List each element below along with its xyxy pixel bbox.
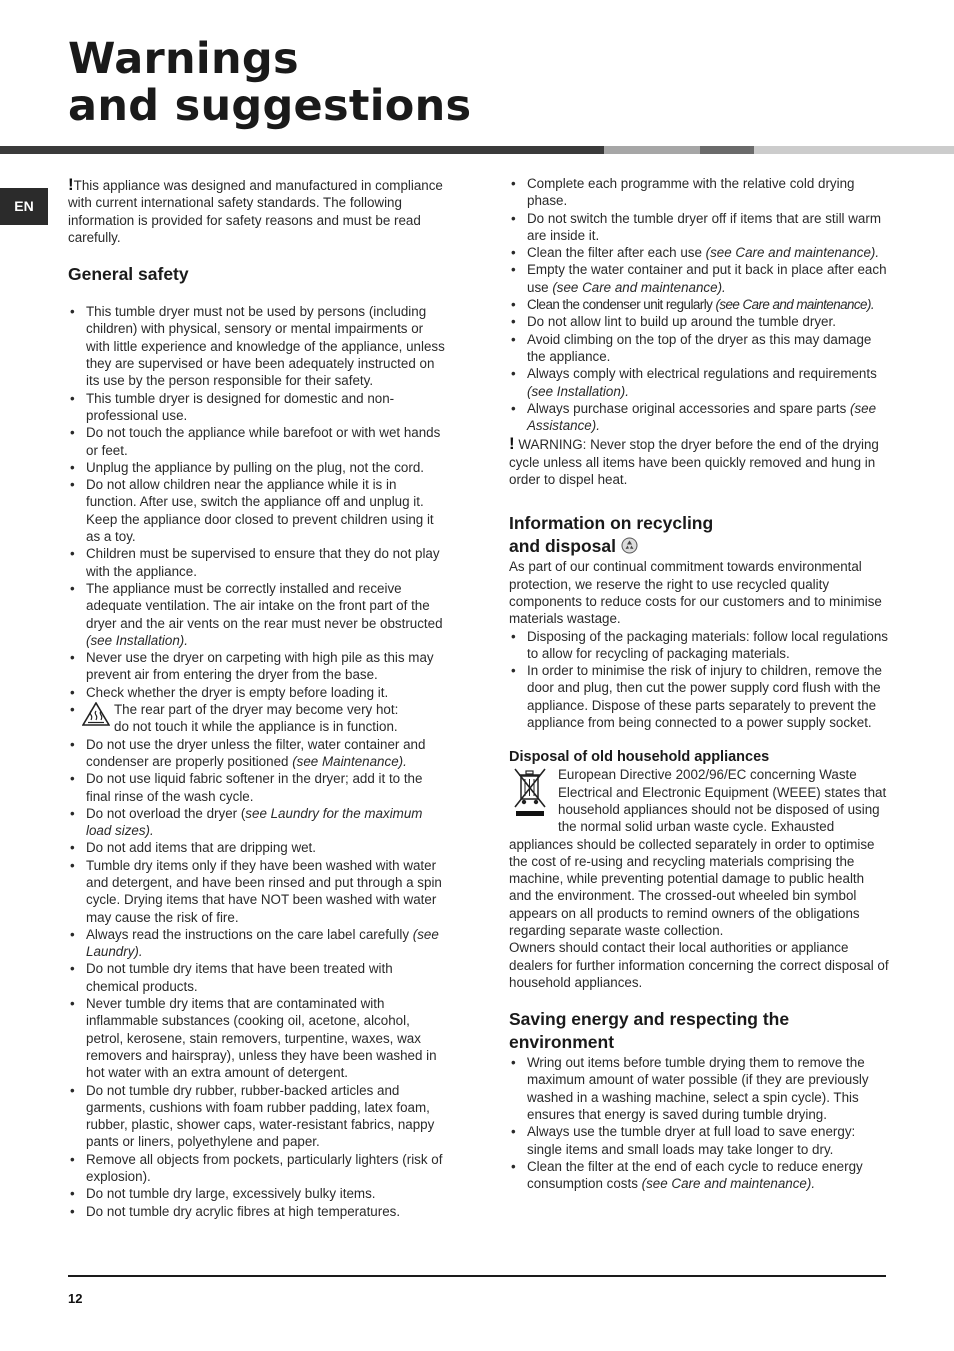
list-item: • Do not allow lint to build up around the tumble dryer. (509, 313, 889, 330)
list-item: • Do not use liquid fabric softener in the dryer; add it to the final rinse of the wash cycle. (68, 770, 448, 805)
intro-paragraph (68, 177, 448, 246)
list-item: • Unplug the appliance by pulling on the plug, not the cord. (68, 459, 448, 476)
list-item: • Do not tumble dry items that have been treated with chemical products. (68, 960, 448, 995)
list-item: • Always read the instructions on the care label carefully (see Laundry). (68, 926, 448, 961)
exclamation-icon: ! (68, 175, 74, 194)
band-segment-mid-dark (700, 146, 754, 154)
disposal-section (509, 766, 889, 991)
list-item: • Do not tumble dry acrylic fibres at high temperatures. (68, 1203, 448, 1220)
recycling-list (509, 628, 889, 732)
list-item: • Disposing of the packaging materials: follow local regulations to allow for recycling of packaging materials. (509, 628, 889, 663)
list-item: • Always comply with electrical regulations and requirements (see Installation). (509, 365, 889, 400)
list-item: • The appliance must be correctly installed and receive adequate ventilation. The air intake on the front part of the dryer and the air vents on the rear must never be obstructed (see Installation). (68, 580, 448, 649)
list-item: • This tumble dryer must not be used by persons (including children) with physical, sensory or mental impairments or with little experience and knowledge of the appliance, unless they are supervised or have been adequately instructed on its use by the person responsible for their safety. (68, 303, 448, 389)
band-segment-dark (0, 146, 604, 154)
hot-surface-warning: • The rear part of the dryer may become very hot: do not touch it while the appliance is in function. (68, 701, 448, 736)
left-column (68, 177, 448, 1220)
list-item: • Always purchase original accessories and spare parts (see Assistance). (509, 400, 889, 435)
hot-surface-icon (82, 702, 110, 726)
general-safety-list (68, 303, 448, 1220)
disposal-text-2: Owners should contact their local authorities or appliance dealers for further information concerning the correct disposal of household appliances. (509, 940, 889, 990)
footer-rule (68, 1275, 886, 1277)
list-item: • Clean the condenser unit regularly (see Care and maintenance). (509, 296, 889, 313)
band-segment-mid (604, 146, 700, 154)
energy-list (509, 1054, 889, 1192)
list-item: • Remove all objects from pockets, particularly lighters (risk of explosion). (68, 1151, 448, 1186)
disposal-text: European Directive 2002/96/EC concerning Waste Electrical and Electronic Equipment (WEEE) states that household appliances should not be disposed of using the normal solid urban waste cycle. Exhausted appliances should be collected separately in order to optimise the cost of re-using and recycling materials comprising the machine, while preventing potential damage to public health and the environment. The crossed-out wheeled bin symbol appears on all products to remind owners of the obligations regarding separate waste collection. (509, 767, 887, 938)
list-item: • Empty the water container and put it back in place after each use (see Care and maintenance). (509, 261, 889, 296)
list-item: • Clean the filter at the end of each cycle to reduce energy consumption costs (see Care and maintenance). (509, 1158, 889, 1193)
disposal-heading: Disposal of old household appliances (509, 749, 770, 766)
energy-heading: Saving energy and respecting the environment (509, 1009, 790, 1053)
recycling-icon (621, 537, 638, 554)
page-title (68, 36, 471, 130)
recycling-intro: As part of our continual commitment towards environmental protection, we reserve the right to use recycled quality components to reduce costs for our customers and to minimise materials wastage. (509, 559, 882, 627)
list-item: • Do not add items that are dripping wet. (68, 839, 448, 856)
list-item: • Clean the filter after each use (see Care and maintenance). (509, 244, 889, 261)
intro-text: This appliance was designed and manufactured in compliance with current international safety standards. The following information is provided for safety reasons and must be read carefully. (68, 178, 443, 245)
band-segment-light (754, 146, 954, 154)
list-item: • Do not use the dryer unless the filter, water container and condenser are properly positioned (see Maintenance). (68, 736, 448, 771)
page-number: 12 (68, 1291, 83, 1306)
list-item: • Never use the dryer on carpeting with high pile as this may prevent air from entering the dryer from the base. (68, 649, 448, 684)
list-item: • In order to minimise the risk of injury to children, remove the door and plug, then cut the power supply cord flush with the appliance. Dispose of these parts separately to prevent the appliance from being connected to a power supply socket. (509, 662, 889, 731)
list-item: • Tumble dry items only if they have been washed with water and detergent, and have been rinsed and put through a spin cycle. Drying items that have NOT been washed with water may cause the risk of fire. (68, 857, 448, 926)
list-item: • Do not tumble dry rubber, rubber-backed articles and garments, cushions with foam rubber padding, latex foam, rubber, plastic, shower caps, water-resistant fabrics, nappy pants or liners, polyethylene and paper. (68, 1082, 448, 1151)
right-column (509, 175, 889, 1193)
exclamation-icon: ! (509, 434, 515, 454)
list-item: • Do not overload the dryer (see Laundry for the maximum load sizes). (68, 805, 448, 840)
list-item: • Wring out items before tumble drying them to remove the maximum amount of water possible (if they are previously washed in a washing machine, select a spin cycle). This ensures that energy is saved during tumble drying. (509, 1054, 889, 1123)
list-item: • Do not switch the tumble dryer off if items that are still warm are inside it. (509, 210, 889, 245)
list-item: • Always use the tumble dryer at full load to save energy: single items and small loads may take longer to dry. (509, 1123, 889, 1158)
recycling-heading: Information on recycling and disposal (509, 513, 714, 557)
general-safety-heading: General safety (68, 264, 189, 285)
warning-note: ! WARNING: Never stop the dryer before the end of the drying cycle unless all items have been quickly removed and hung in order to dispel heat. (509, 434, 879, 488)
list-item: • Avoid climbing on the top of the dryer as this may damage the appliance. (509, 331, 889, 366)
care-list (509, 175, 889, 434)
language-tab: EN (0, 188, 48, 225)
list-item: • Complete each programme with the relative cold drying phase. (509, 175, 889, 210)
list-item: • Never tumble dry items that are contaminated with inflammable substances (cooking oil, acetone, alcohol, petrol, kerosene, stain removers, turpentine, waxes, wax removers and hairspray), unless they have been washed in hot water with an extra amount of detergent. (68, 995, 448, 1081)
crossed-out-bin-icon (513, 767, 547, 819)
list-item: • Do not allow children near the appliance while it is in function. After use, switch the appliance off and unplug it. Keep the appliance door closed to prevent children using it as a toy. (68, 476, 448, 545)
title-line-1: Warnings (68, 34, 299, 84)
list-item: • Do not touch the appliance while barefoot or with wet hands or feet. (68, 424, 448, 459)
list-item: • Children must be supervised to ensure that they do not play with the appliance. (68, 545, 448, 580)
title-line-2: and suggestions (68, 81, 472, 131)
list-item: • Do not tumble dry large, excessively bulky items. (68, 1185, 448, 1202)
list-item: • Check whether the dryer is empty before loading it. (68, 684, 448, 701)
list-item: • This tumble dryer is designed for domestic and non-professional use. (68, 390, 448, 425)
